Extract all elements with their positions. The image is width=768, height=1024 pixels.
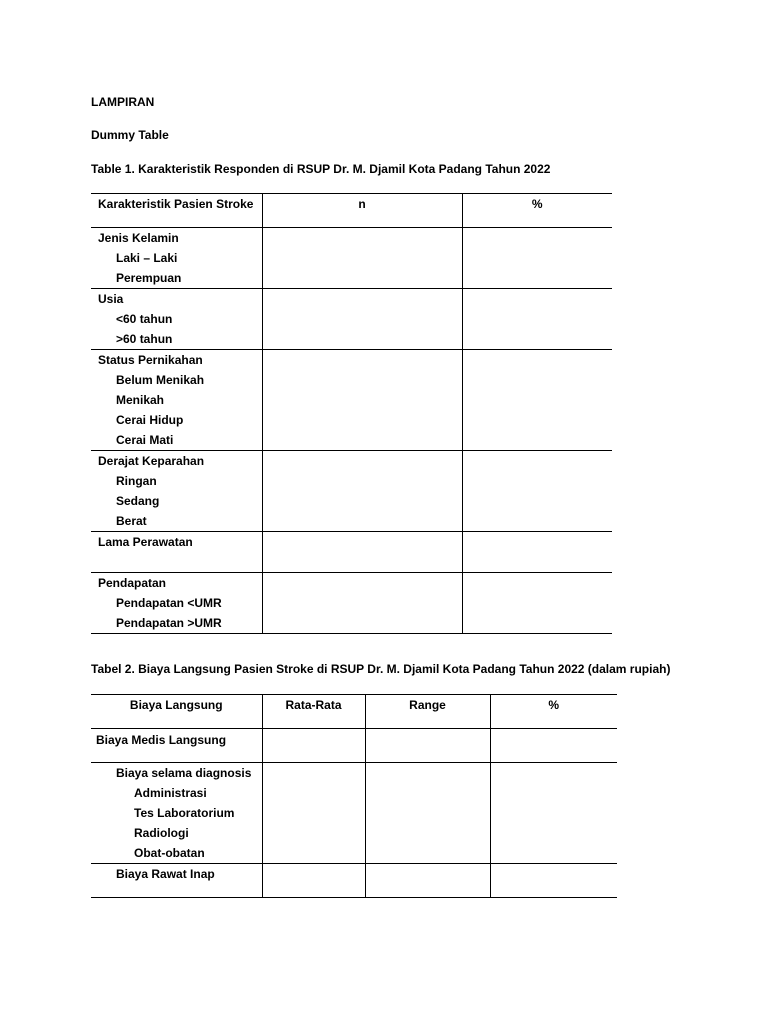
- percent-cell: [490, 763, 617, 864]
- table-row: [91, 228, 612, 289]
- table1-header-row: [91, 194, 612, 228]
- n-cell: [262, 451, 462, 532]
- percent-cell: [462, 350, 612, 451]
- cost-title: Biaya Medis Langsung: [96, 733, 227, 747]
- table-row: [91, 451, 612, 532]
- table-row: [91, 532, 612, 573]
- table2-header-range: Range: [365, 695, 490, 729]
- dummy-table-heading: Dummy Table: [91, 128, 169, 142]
- table2-header-row: [91, 695, 617, 729]
- table-row: [91, 864, 617, 898]
- group-item: Ringan: [116, 474, 157, 488]
- range-cell: [365, 763, 490, 864]
- percent-cell: [462, 532, 612, 573]
- range-cell: [365, 729, 490, 763]
- cost-item: Radiologi: [134, 826, 189, 840]
- group-item: Berat: [116, 514, 147, 528]
- direct-cost-table: [91, 694, 617, 898]
- group-item: Cerai Hidup: [116, 413, 184, 427]
- table-row: [91, 289, 612, 350]
- table1-header-n: n: [262, 194, 462, 228]
- average-cell: [262, 763, 365, 864]
- group-item: Cerai Mati: [116, 433, 174, 447]
- group-item: Perempuan: [116, 271, 182, 285]
- group-item: Laki – Laki: [116, 251, 178, 265]
- percent-cell: [462, 451, 612, 532]
- group-title: Jenis Kelamin: [98, 231, 179, 245]
- range-cell: [365, 864, 490, 898]
- group-item: Pendapatan >UMR: [116, 616, 222, 630]
- n-cell: [262, 532, 462, 573]
- cost-item: Tes Laboratorium: [134, 806, 235, 820]
- group-item: Pendapatan <UMR: [116, 596, 222, 610]
- table-row: [91, 763, 617, 864]
- group-item: Sedang: [116, 494, 160, 508]
- average-cell: [262, 864, 365, 898]
- respondent-characteristics-table: [91, 193, 612, 634]
- table-row: [91, 350, 612, 451]
- group-item: >60 tahun: [116, 332, 173, 346]
- group-item: Menikah: [116, 393, 165, 407]
- table2-header-percent: %: [490, 695, 617, 729]
- group-item: <60 tahun: [116, 312, 173, 326]
- table1-caption: Table 1. Karakteristik Responden di RSUP Dr. M. Djamil Kota Padang Tahun 2022: [91, 162, 551, 176]
- n-cell: [262, 228, 462, 289]
- percent-cell: [462, 573, 612, 634]
- percent-cell: [490, 729, 617, 763]
- group-title: Lama Perawatan: [98, 535, 193, 549]
- cost-item: Obat-obatan: [134, 846, 205, 860]
- n-cell: [262, 289, 462, 350]
- table1-header-characteristic: Karakteristik Pasien Stroke: [91, 194, 262, 228]
- table-row: [91, 729, 617, 763]
- cost-title: Biaya Rawat Inap: [116, 867, 215, 881]
- group-title: Usia: [98, 292, 124, 306]
- n-cell: [262, 573, 462, 634]
- group-item: Belum Menikah: [116, 373, 205, 387]
- appendix-heading: LAMPIRAN: [91, 95, 155, 109]
- group-title: Derajat Keparahan: [98, 454, 205, 468]
- n-cell: [262, 350, 462, 451]
- group-title: Status Pernikahan: [98, 353, 203, 367]
- group-title: Pendapatan: [98, 576, 167, 590]
- table2-header-direct-cost: Biaya Langsung: [91, 695, 262, 729]
- percent-cell: [462, 228, 612, 289]
- cost-item: Administrasi: [134, 786, 207, 800]
- table2-caption: Tabel 2. Biaya Langsung Pasien Stroke di RSUP Dr. M. Djamil Kota Padang Tahun 2022 (dalam rupiah): [91, 662, 671, 676]
- table-row: [91, 573, 612, 634]
- percent-cell: [490, 864, 617, 898]
- table2-header-average: Rata-Rata: [262, 695, 365, 729]
- percent-cell: [462, 289, 612, 350]
- cost-title: Biaya selama diagnosis: [116, 766, 252, 780]
- table1-header-percent: %: [462, 194, 612, 228]
- average-cell: [262, 729, 365, 763]
